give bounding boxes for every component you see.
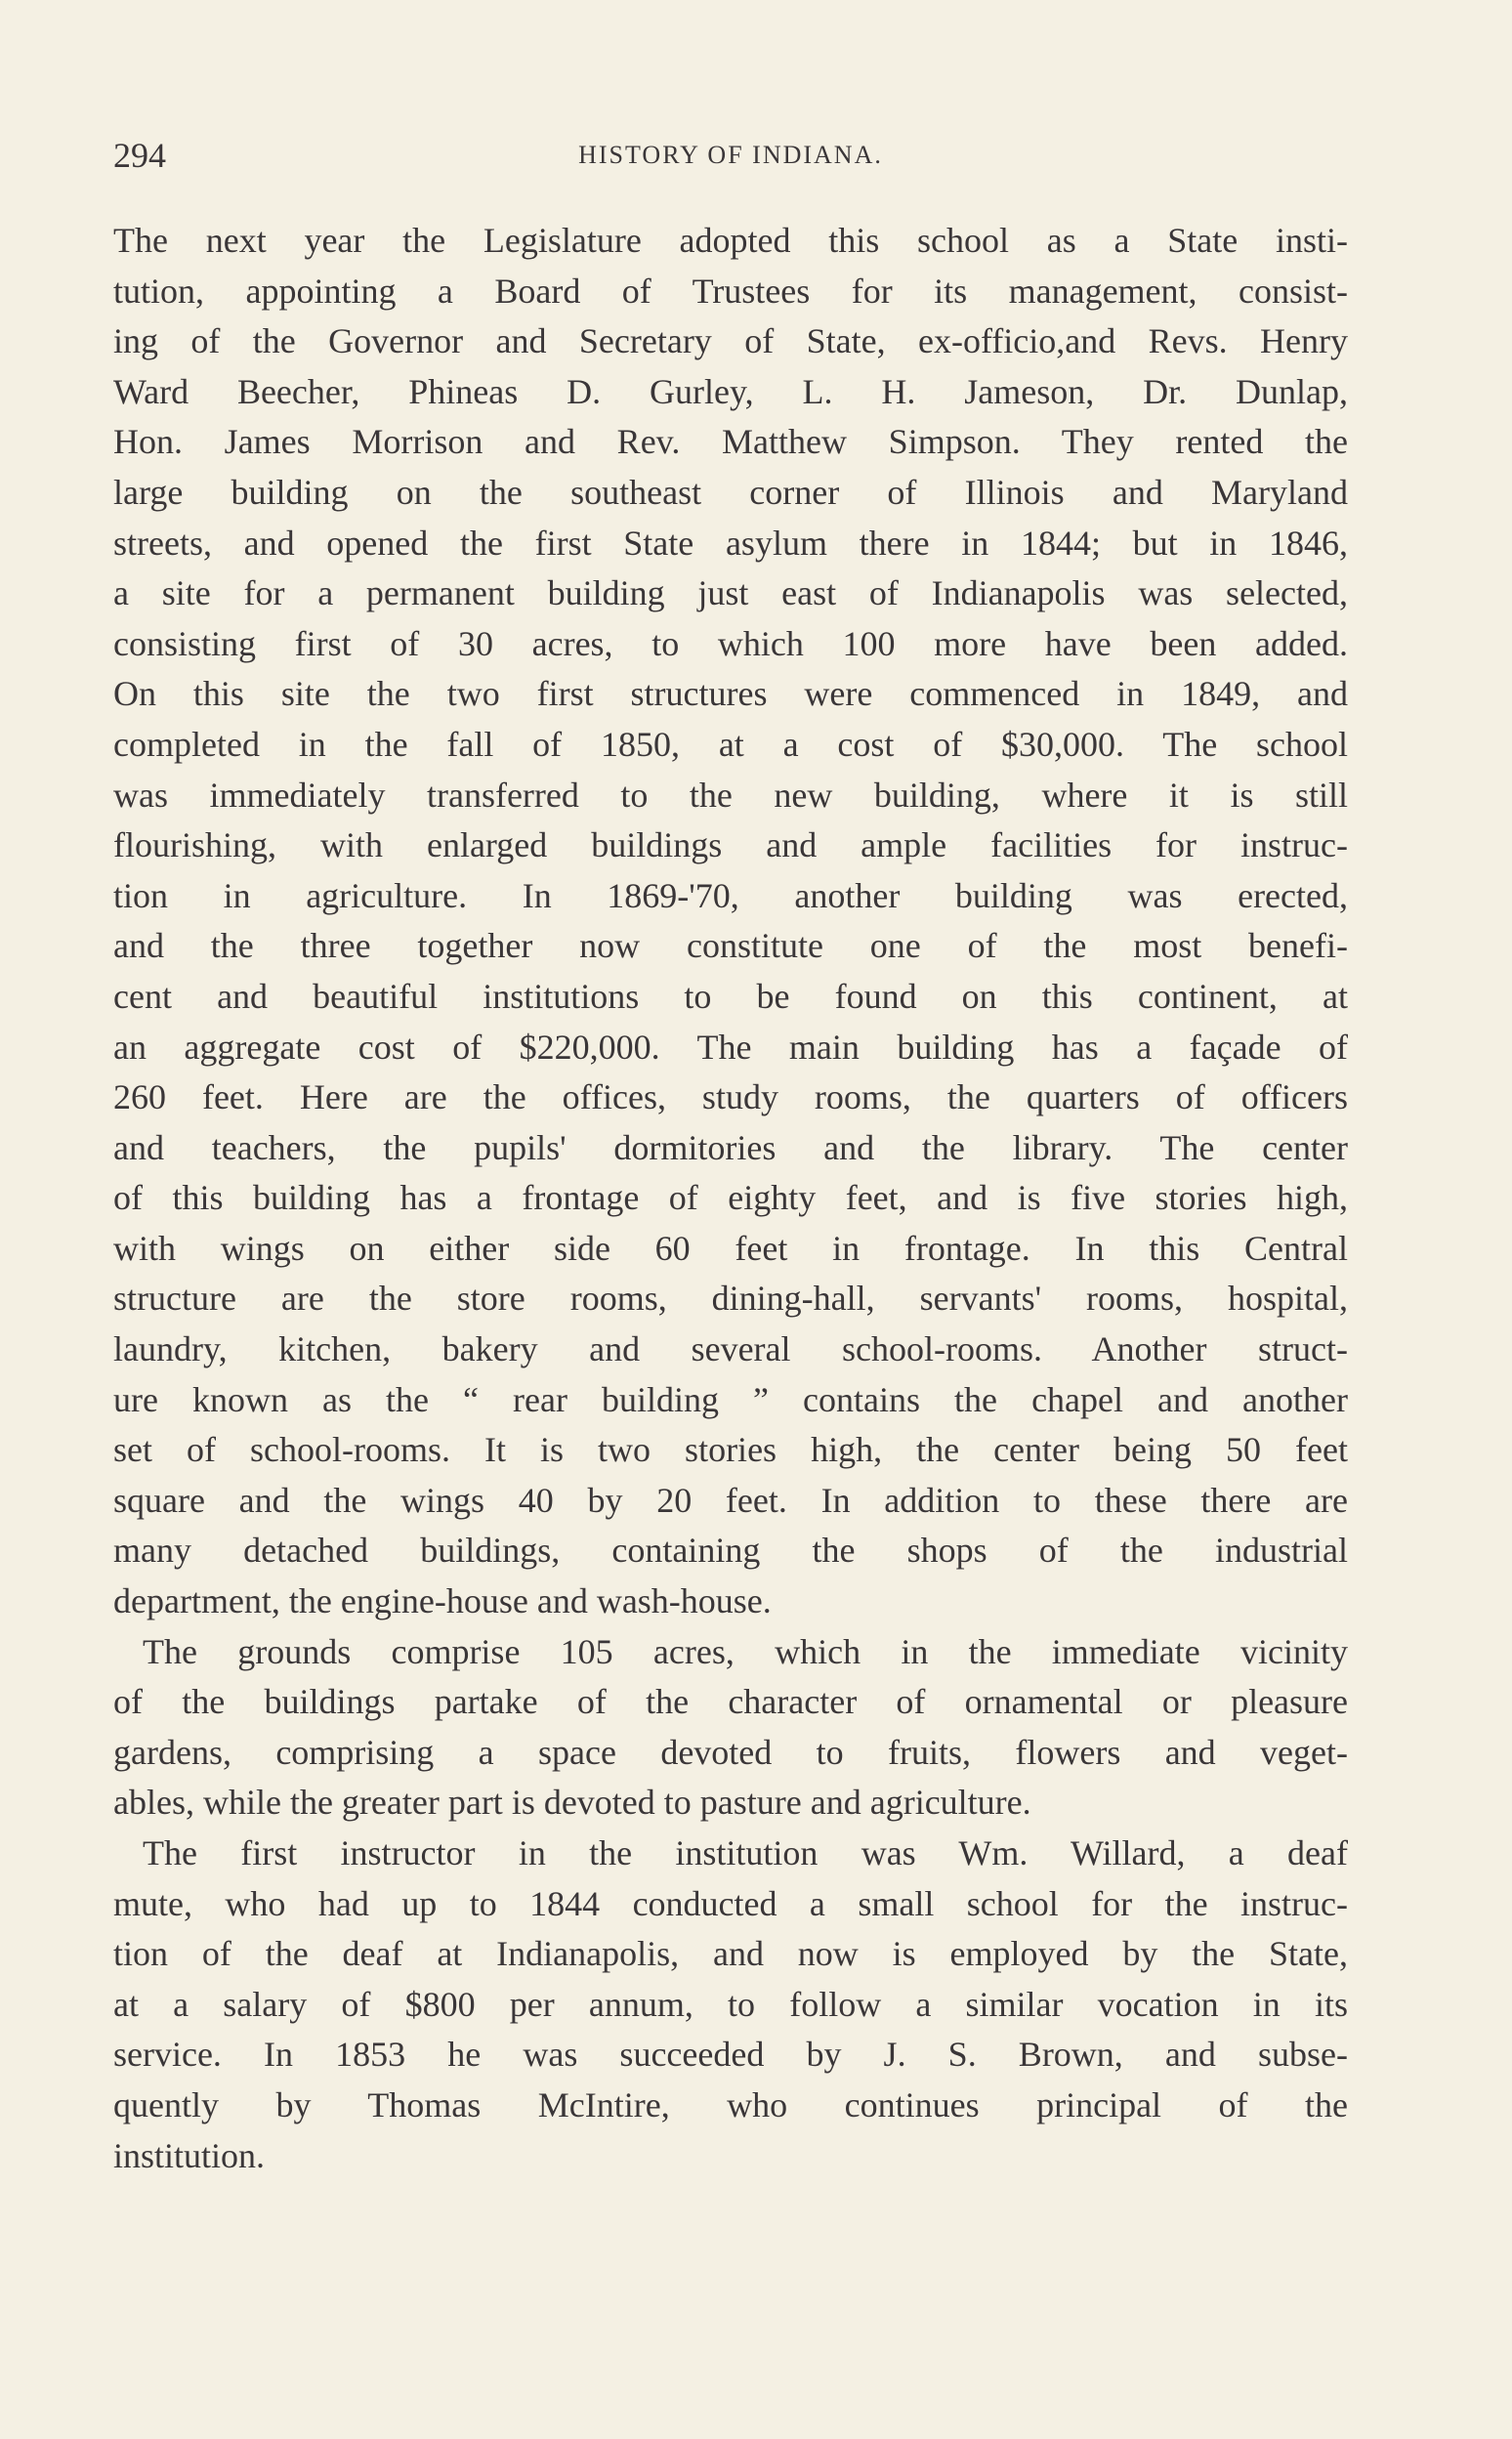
page-number: 294 [113,136,166,175]
text-line: 260 feet. Here are the offices, study rooms, the quarters of officers [113,1077,1348,1117]
text-line: tion of the deaf at Indianapolis, and now is employed by the State, [113,1934,1348,1974]
text-line: The first instructor in the institution was Wm. Willard, a deaf [143,1833,1348,1872]
page-header [113,135,1348,178]
text-line: at a salary of $800 per annum, to follow a similar vocation in its [113,1984,1348,2024]
text-line: set of school-rooms. It is two stories high, the center being 50 feet [113,1430,1348,1470]
text-line: a site for a permanent building just east of Indianapolis was selected, [113,573,1348,613]
text-line: tion in agriculture. In 1869-'70, another building was erected, [113,875,1348,915]
text-line: flourishing, with enlarged buildings and ample facilities for instruc- [113,825,1348,865]
text-line: square and the wings 40 by 20 feet. In addition to these there are [113,1480,1348,1520]
text-line: laundry, kitchen, bakery and several school-rooms. Another struct- [113,1329,1348,1369]
text-line: service. In 1853 he was succeeded by J. S. Brown, and subse- [113,2035,1348,2075]
text-line: and teachers, the pupils' dormitories and the library. The center [113,1127,1348,1167]
text-line: consisting first of 30 acres, to which 100 more have been added. [113,623,1348,663]
text-line: streets, and opened the first State asylum there in 1844; but in 1846, [113,523,1348,563]
text-line: Hon. James Morrison and Rev. Matthew Simpson. They rented the [113,422,1348,462]
text-line: with wings on either side 60 feet in frontage. In this Central [113,1228,1348,1268]
text-line: gardens, comprising a space devoted to fruits, flowers and veget- [113,1732,1348,1772]
text-line: of this building has a frontage of eighty feet, and is five stories high, [113,1178,1348,1218]
text-line: Ward Beecher, Phineas D. Gurley, L. H. Jameson, Dr. Dunlap, [113,371,1348,411]
text-line: completed in the fall of 1850, at a cost of $30,000. The school [113,724,1348,764]
text-line: mute, who had up to 1844 conducted a small school for the instruc- [113,1883,1348,1923]
text-line: many detached buildings, containing the shops of the industrial [113,1531,1348,1571]
text-line: ure known as the “ rear building ” contains the chapel and another [113,1379,1348,1419]
text-line: and the three together now constitute one of the most benefi- [113,926,1348,966]
body-text [113,216,1348,2181]
text-line: was immediately transferred to the new building, where it is still [113,775,1348,815]
text-line: institution. [113,2135,266,2175]
text-line: an aggregate cost of $220,000. The main building has a façade of [113,1027,1348,1067]
text-line: The next year the Legislature adopted this school as a State insti- [113,221,1348,260]
text-line: On this site the two first structures were commenced in 1849, and [113,674,1348,714]
text-line: cent and beautiful institutions to be found on this continent, at [113,976,1348,1016]
text-line: of the buildings partake of the character of ornamental or pleasure [113,1682,1348,1722]
text-line: ing of the Governor and Secretary of State, ex-officio,and Revs. Henry [113,321,1348,361]
text-line: department, the engine-house and wash-house. [113,1581,772,1621]
text-line: The grounds comprise 105 acres, which in the immediate vicinity [143,1631,1348,1671]
text-line: structure are the store rooms, dining-hall, servants' rooms, hospital, [113,1279,1348,1319]
text-line: large building on the southeast corner of Illinois and Maryland [113,472,1348,512]
running-title: HISTORY OF INDIANA. [578,141,883,169]
text-line: quently by Thomas McIntire, who continues principal of the [113,2084,1348,2124]
text-line: tution, appointing a Board of Trustees for its management, consist- [113,271,1348,311]
text-line: ables, while the greater part is devoted to pasture and agriculture. [113,1783,1031,1823]
